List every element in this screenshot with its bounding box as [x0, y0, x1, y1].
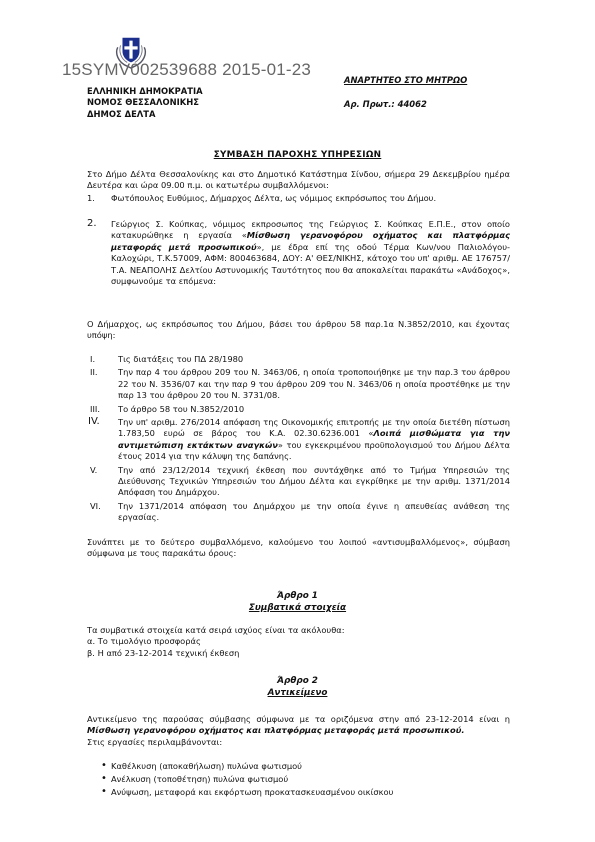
registry-label: ΑΝΑΡΤΗΤΕΟ ΣΤΟ ΜΗΤΡΩΟ	[344, 75, 468, 85]
article-text: Τα συμβατικά στοιχεία κατά σειρά ισχύος είναι τα ακόλουθα:	[87, 625, 345, 635]
list-item: • Ανύψωση, μεταφορά και εκφόρτωση προκατασκευασμένου οικίσκου	[111, 787, 393, 797]
consideration-text: Τις διατάξεις του ΠΔ 28/1980	[118, 354, 244, 364]
registry-note	[344, 75, 467, 85]
party-1	[87, 193, 510, 204]
list-item: • Καθέλκυση (αποκαθήλωση) πυλώνα φωτισμού	[111, 761, 302, 771]
list-item: α. Το τιμολόγιο προσφοράς	[87, 636, 201, 647]
roman-numeral: VI.	[90, 500, 101, 511]
text-run: » του εγκεκριμένου προϋπολογισμού του Δήμου Δέλτα έτους 2014 για την κάλυψη της δαπάνης.	[118, 439, 510, 462]
consideration-item	[90, 354, 510, 365]
agreement-paragraph: Συνάπτει με το δεύτερο συμβαλλόμενο, καλούμενο του λοιπού «αντισυμβαλλόμενος», σύμβαση σύμφωνα με τους παρακάτω όρους:	[87, 537, 510, 559]
consideration-text: Το άρθρο 58 του Ν.3852/2010	[118, 403, 245, 414]
works-intro: Στις εργασίες περιλαμβάνονται:	[87, 736, 223, 747]
article-2-body	[87, 714, 510, 748]
article-1-heading	[0, 590, 595, 614]
consideration-text	[118, 417, 510, 463]
consideration-text: Την 1371/2014 απόφαση του Δημάρχου με την οποία έγινε η απευθείας ανάθεση της εργασίας.	[118, 500, 510, 523]
consideration-item	[90, 417, 510, 463]
consideration-item	[90, 367, 510, 401]
article-subheading: Αντικείμενο	[267, 688, 328, 698]
roman-numeral: I.	[90, 354, 96, 364]
party-text: Φωτόπουλος Ευθύμιος, Δήμαρχος Δέλτα, ως νόμιμος εκπρόσωπος του Δήμου.	[111, 193, 437, 203]
roman-numeral: V.	[90, 464, 98, 475]
party-number: 2.	[87, 218, 97, 229]
article-2-heading	[0, 675, 595, 699]
text-run: Την υπ' αριθμ. 276/2014 απόφαση της Οικονομικής επιτροπής με την οποία διετέθη πίστωση 1.783,50 ευρώ σε βάρος του Κ.Α. 02.30.6236.001 «	[118, 417, 510, 439]
article-number: Άρθρο 2	[277, 676, 318, 686]
service-name: Μίσθωση γερανοφόρου οχήματος και πλατφόρμας μεταφοράς μετά προσωπικού.	[87, 725, 465, 736]
consideration-item	[90, 404, 510, 415]
consideration-text: Την από 23/12/2014 τεχνική έκθεση που συντάχθηκε από το Τμήμα Υπηρεσιών της Διεύθυνσης Τεχνικών Υπηρεσιών του Δήμου Δέλτα και εγκρίθηκε με την αριθμ. 1371/2014 Απόφαση του Δημάρχου.	[118, 464, 510, 498]
article-1-body	[87, 625, 510, 659]
protocol-number: Αρ. Πρωτ.: 44062	[344, 99, 427, 109]
intro-paragraph: Στο Δήμο Δέλτα Θεσσαλονίκης και στο Δημοτικό Κατάστημα Σίνδου, σήμερα 29 Δεκεμβρίου ημέρα Δευτέρα και ώρα 09.00 π.μ. οι κατωτέρω συμβαλλόμενοι:	[87, 169, 510, 191]
header-line: ΕΛΛΗΝΙΚΗ ΔΗΜΟΚΡΑΤΙΑ	[87, 86, 203, 96]
considerations-list	[90, 354, 510, 524]
mayor-paragraph: Ο Δήμαρχος, ως εκπρόσωπος του Δήμου, βάσει του άρθρου 58 παρ.1α Ν.3852/2010, και έχοντας υπόψη:	[87, 319, 510, 341]
issuer-header	[87, 86, 203, 120]
party-text	[111, 219, 510, 287]
roman-numeral: IV.	[88, 416, 100, 428]
text-run: Αντικείμενο της παρούσας σύμβασης σύμφωνα με τα οριζόμενα στην από 23-12-2014 είναι η	[87, 714, 510, 724]
list-item: • Ανέλκυση (τοποθέτηση) πυλώνα φωτισμού	[111, 774, 288, 784]
article-text	[87, 714, 510, 737]
roman-numeral: III.	[90, 403, 100, 414]
consideration-item	[90, 501, 510, 524]
list-item: β. Η από 23-12-2014 τεχνική έκθεση	[87, 647, 240, 658]
header-line: ΔΗΜΟΣ ΔΕΛΤΑ	[87, 108, 156, 119]
text-run: Γεώργιος Σ. Κούπκας, νόμιμος εκπρoσωπος της Γεώργιος Σ. Κούπκας Ε.Π.Ε., στον οποίο κατακυρώθηκε η εργασία «	[111, 219, 510, 241]
text-run: », με έδρα επί της οδού Τέρμα Κων/νου Παλιολόγου- Καλοχώρι, Τ.Κ.57009, ΑΦΜ: 800463684, ΔΟΥ: Α' ΘΕΣ/ΝΙΚΗΣ, κάτοχο του υπ' αριθμ. ΑΕ 176757/Τ.Α. ΝΕΑΠΟΛΗΣ Δελτίου Αστυνομικής Ταυτότητος που θα αποκαλείται παρακάτω «Ανάδοχος», συμφωνούμε τα επόμενα:	[111, 241, 510, 287]
service-name: Μίσθωση γερανοφόρου οχήματος και πλατφόρμας μεταφοράς μετά προσωπικού	[111, 230, 510, 252]
party-number: 1.	[87, 193, 95, 203]
article-number: Άρθρο 1	[277, 591, 318, 601]
document-title: ΣΥΜΒΑΣΗ ΠΑΡΟΧΗΣ ΥΠΗΡΕΣΙΩΝ	[213, 150, 382, 160]
consideration-text: Την παρ 4 του άρθρου 209 του Ν. 3463/06, η οποία τροποποιήθηκε με την παρ.3 του άρθρου 22 του Ν. 3536/07 και την παρ 9 του άρθρου 209 του Ν. 3463/06 η οποία προστέθηκε με την παρ 13 του άρθρου 20 του Ν. 3731/08.	[118, 367, 510, 401]
roman-numeral: II.	[90, 367, 98, 378]
consideration-item	[90, 465, 510, 499]
budget-line-name: Λοιπά μισθώματα για την αντιμετώπιση εκτάκτων αναγκών	[118, 428, 510, 450]
document-stamp: 15SYMV002539688 2015-01-23	[62, 60, 312, 79]
party-2	[87, 219, 510, 287]
article-subheading: Συμβατικά στοιχεία	[248, 603, 347, 613]
header-line: ΝΟΜΟΣ ΘΕΣΣΑΛΟΝΙΚΗΣ	[87, 97, 199, 108]
